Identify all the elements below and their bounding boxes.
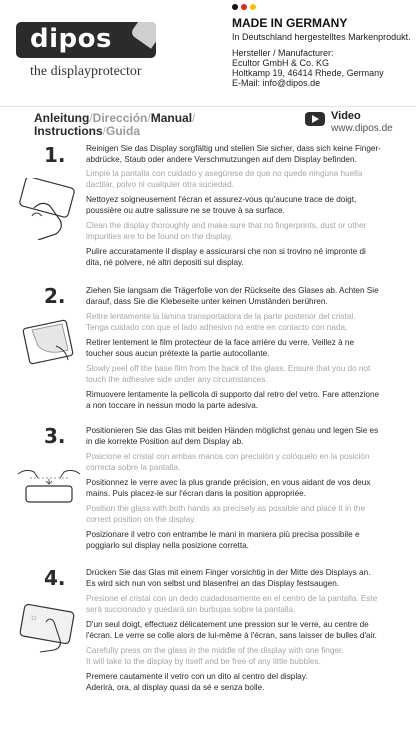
line: Drücken Sie das Glas mit einem Finger vorsichtig in der Mitte des Displays an. <box>86 568 371 577</box>
line: dita, né polvere, né altri depositi sul display. <box>86 257 244 267</box>
line: a non toccare in nessun modo la parte adesiva. <box>86 400 259 410</box>
video-label[interactable]: Video <box>331 110 361 122</box>
line: Reinigen Sie das Display sorgfältig und stellen Sie sicher, dass sich keine Finger- <box>86 144 381 153</box>
manufacturer-email[interactable]: E-Mail: info@dipos.de <box>232 78 321 88</box>
video-url[interactable]: www.dipos.de <box>331 123 393 134</box>
cleaning-phone-illustration <box>12 178 84 240</box>
line: Premere cautamente il vetro con un dito al centro del display. <box>86 672 308 681</box>
line: poggiarlo sul display nella posizione corretta. <box>86 540 249 550</box>
line: mains. Puis placez-le sur l'écran dans la position appropriée. <box>86 488 307 498</box>
step4-fr <box>86 620 404 642</box>
step3-it <box>86 530 404 552</box>
line: Nettoyez soigneusement l'écran et assurez-vous qu'aucune trace de doigt, <box>86 195 357 204</box>
heading-slash: / <box>102 124 107 138</box>
line: Limpie la pantalla con cuidado y asegúrese de que no quede ninguna huella <box>86 169 363 178</box>
line: Posicione el cristal con ambas manos con precisión y colóquelo en la posición <box>86 452 370 461</box>
step1-en <box>86 221 404 243</box>
step-number: 1. <box>44 143 66 167</box>
step1-fr <box>86 195 404 217</box>
step2-de <box>86 286 404 308</box>
step1-it <box>86 247 404 269</box>
line: Carefully press on the glass in the middle of the display with one finger. <box>86 646 344 655</box>
step3-fr <box>86 478 404 500</box>
line: Retirer lentement le film protecteur de la face arrière du verre. Veillez à ne <box>86 338 355 347</box>
line: dactilar, polvo ni cualquier otra suciedad. <box>86 179 234 189</box>
header-divider <box>0 106 416 107</box>
peeling-film-illustration <box>12 316 84 374</box>
step3-en <box>86 504 404 526</box>
logo-wordmark: dipos <box>30 24 112 54</box>
logo-peel-corner <box>130 22 156 49</box>
line: correcta sobre la pantalla. <box>86 462 181 472</box>
dipos-logo <box>16 22 156 58</box>
line: impurities are to be found on the display. <box>86 231 233 241</box>
line: Slowly peel off the base film from the back of the glass. Ensure that you do not <box>86 364 371 373</box>
step2-en <box>86 364 404 386</box>
line: correct position on the display. <box>86 514 196 524</box>
line: l'écran. Le verre se colle alors de lui-même à l'écran, sans laisser de bulles d'air. <box>86 630 377 640</box>
flag-dot-black <box>232 4 238 10</box>
made-in-subtitle: In Deutschland hergestelltes Markenprodukt. <box>232 32 411 42</box>
line: touch the adhesive side under any circumstances. <box>86 374 268 384</box>
manufacturer-name: Ecultor GmbH & Co. KG <box>232 58 330 68</box>
line: Positionieren Sie das Glas mit beiden Händen möglichst genau und legen Sie es <box>86 426 379 435</box>
line: será succionado y quedará sin burbujas sobre la pantalla. <box>86 604 296 614</box>
manufacturer-label: Hersteller / Manufacturer: <box>232 48 334 58</box>
step4-en <box>86 646 404 668</box>
heading-it: Guida <box>106 124 141 138</box>
step4-es <box>86 594 404 616</box>
heading-fr: Manual <box>150 111 193 125</box>
positioning-glass-illustration <box>12 464 86 510</box>
line: abdrücke, Staub oder andere Verschmutzungen auf dem Display befinden. <box>86 154 357 164</box>
step3-es <box>86 452 404 474</box>
step-number: 3. <box>44 424 66 448</box>
line: poussière ou autre salissure ne se trouve à sa surface. <box>86 205 285 215</box>
flag-dot-gold <box>250 4 256 10</box>
step-number: 4. <box>44 566 66 590</box>
pressing-glass-illustration <box>12 600 84 656</box>
line: Aderirà, ora, al display quasi da sé e senza bolle. <box>86 682 265 692</box>
heading-en: Instructions <box>34 124 103 138</box>
step3-de <box>86 426 404 448</box>
play-icon <box>312 115 319 123</box>
step4-it <box>86 672 404 694</box>
heading-slash: / <box>89 111 93 125</box>
line: Position the glass with both hands as precisely as possible and place it in the <box>86 504 365 513</box>
line: Es wird sich nun von selbst und blasenfrei an das Display festsaugen. <box>86 578 340 588</box>
step2-fr <box>86 338 404 360</box>
line: darauf, dass Sie die Klebeseite unter keinen Umständen berühren. <box>86 296 328 306</box>
german-flag-dots <box>232 0 272 12</box>
heading-slash: / <box>147 111 151 125</box>
heading-es: Dirección <box>92 111 148 125</box>
flag-dot-red <box>241 4 247 10</box>
line: in die korrekte Position auf dem Display ab. <box>86 436 244 446</box>
line: Posizionare il vetro con entrambe le mani in maniera più precisa possibile e <box>86 530 360 539</box>
line: Rimuovere lentamente la pellicola di supporto dal retro del vetro. Fare attenzione <box>86 390 380 399</box>
line: Presione el cristal con un dedo cuidadosamente en el centro de la pantalla. Este <box>86 594 378 603</box>
line: Clean the display thoroughly and make sure that no fingerprints, dust or other <box>86 221 367 230</box>
instructions-heading <box>34 112 294 138</box>
brand-tagline: the displayprotector <box>30 64 142 79</box>
line: Pulire accuratamente il display e assicurarsi che non si trovino né impronte di <box>86 247 366 256</box>
youtube-icon[interactable] <box>305 112 325 126</box>
line: It will take to the display by itself and be free of any little bubbles. <box>86 656 321 666</box>
step2-it <box>86 390 404 412</box>
step4-de <box>86 568 404 590</box>
step2-es <box>86 312 404 334</box>
step1-es <box>86 169 404 191</box>
heading-slash: / <box>192 111 196 125</box>
line: toucher sous aucun prétexte la partie autocollante. <box>86 348 270 358</box>
manufacturer-address: Holtkamp 19, 46414 Rhede, Germany <box>232 68 384 78</box>
step-number: 2. <box>44 284 66 308</box>
step1-de <box>86 144 404 166</box>
line: Ziehen Sie langsam die Trägerfolie von der Rückseite des Glases ab. Achten Sie <box>86 286 379 295</box>
heading-de: Anleitung <box>34 111 90 125</box>
line: Retire lentamente la lámina transportadora de la parte posterior del cristal. <box>86 312 356 321</box>
made-in-germany: MADE IN GERMANY <box>232 16 348 30</box>
line: Tenga cuidado con que el lado adhesivo no entre en contacto con nada. <box>86 322 348 332</box>
line: D'un seul doigt, effectuez délicatement une pression sur le verre, au centre de <box>86 620 369 629</box>
line: Positionnez le verre avec la plus grande précision, en vous aidant de vos deux <box>86 478 371 487</box>
